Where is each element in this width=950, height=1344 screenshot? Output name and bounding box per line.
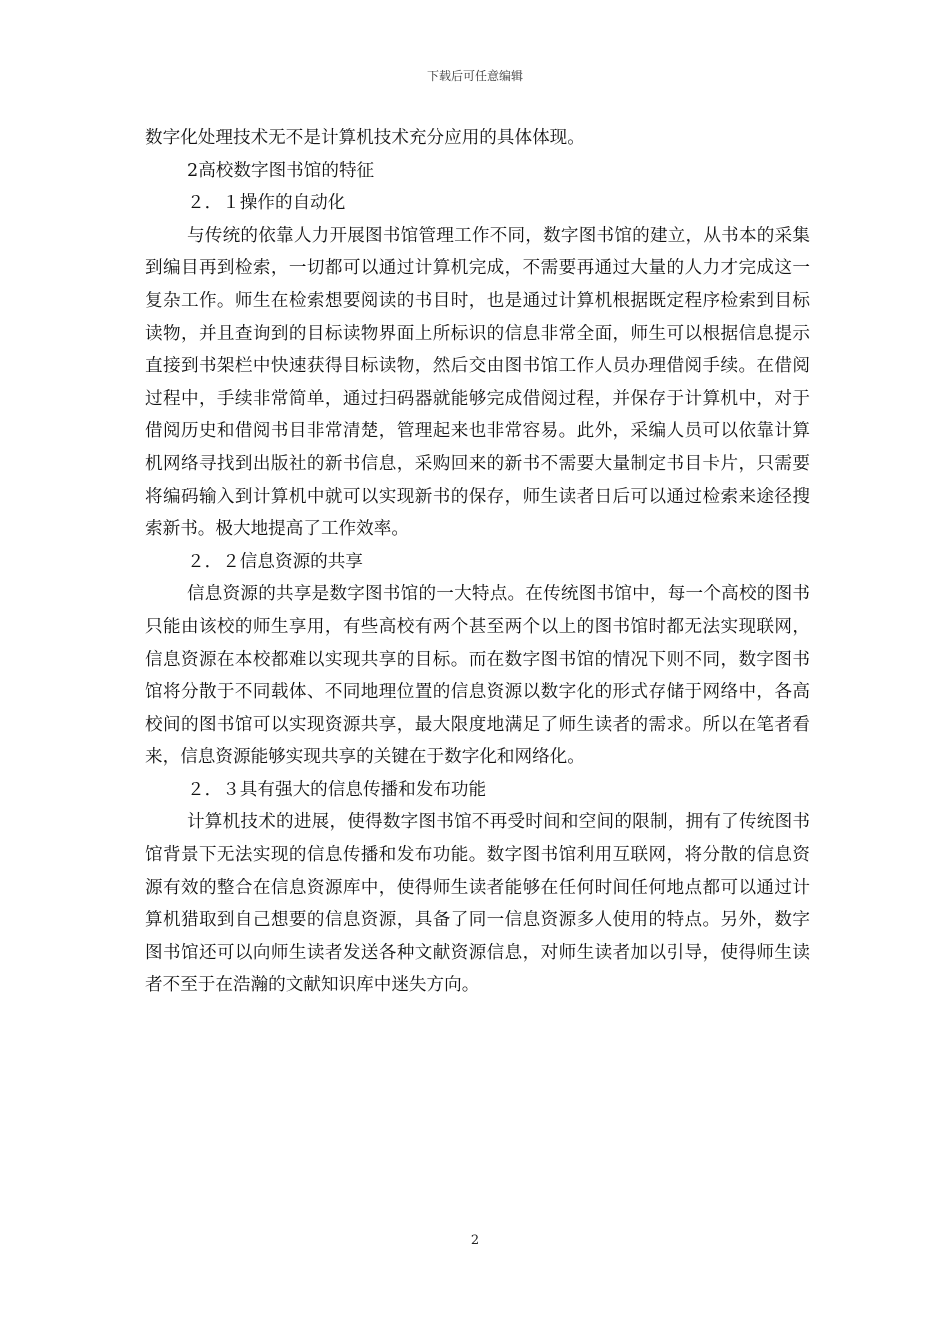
document-body xyxy=(145,122,810,1002)
subsection-heading: ２．２信息资源的共享 xyxy=(187,551,363,572)
paragraph: 与传统的依靠人力开展图书馆管理工作不同，数字图书馆的建立，从书本的采集到编目再到检索，一切都可以通过计算机完成，不需要再通过大量的人力才完成这一复杂工作。师生在检索想要阅读的书目时，也是通过计算机根据既定程序检索到目标读物，并且查询到的目标读物界面上所标识的信息非常全面，师生可以根据信息提示直接到书架栏中快速获得目标读物，然后交由图书馆工作人员办理借阅手续。在借阅过程中，手续非常简单，通过扫码器就能够完成借阅过程，并保存于计算机中，对于借阅历史和借阅书目非常清楚，管理起来也非常容易。此外，采编人员可以依靠计算机网络寻找到出版社的新书信息，采购回来的新书不需要大量制定书目卡片，只需要将编码输入到计算机中就可以实现新书的保存，师生读者日后可以通过检索来途径搜索新书。极大地提高了工作效率。 xyxy=(145,225,810,540)
paragraph: 信息资源的共享是数字图书馆的一大特点。在传统图书馆中，每一个高校的图书只能由该校的师生享用，有些高校有两个甚至两个以上的图书馆时都无法实现联网，信息资源在本校都难以实现共享的目标。而在数字图书馆的情况下则不同，数字图书馆将分散于不同载体、不同地理位置的信息资源以数字化的形式存储于网络中，各高校间的图书馆可以实现资源共享，最大限度地满足了师生读者的需求。所以在笔者看来，信息资源能够实现共享的关键在于数字化和网络化。 xyxy=(145,584,810,768)
subsection-heading: ２．３具有强大的信息传播和发布功能 xyxy=(187,779,487,800)
paragraph-continuation: 数字化处理技术无不是计算机技术充分应用的具体体现。 xyxy=(145,128,585,148)
subsection-heading: ２．１操作的自动化 xyxy=(187,193,346,214)
page-header: 下载后可任意编辑 xyxy=(426,69,523,83)
page-number: 2 xyxy=(470,1233,480,1248)
section-heading: 2高校数字图书馆的特征 xyxy=(187,160,375,181)
paragraph: 计算机技术的进展，使得数字图书馆不再受时间和空间的限制，拥有了传统图书馆背景下无法实现的信息传播和发布功能。数字图书馆利用互联网，将分散的信息资源有效的整合在信息资源库中，使得师生读者能够在任何时间任何地点都可以通过计算机猎取到自己想要的信息资源，具备了同一信息资源多人使用的特点。另外，数字图书馆还可以向师生读者发送各种文献资源信息，对师生读者加以引导，使得师生读者不至于在浩瀚的文献知识库中迷失方向。 xyxy=(145,812,810,996)
